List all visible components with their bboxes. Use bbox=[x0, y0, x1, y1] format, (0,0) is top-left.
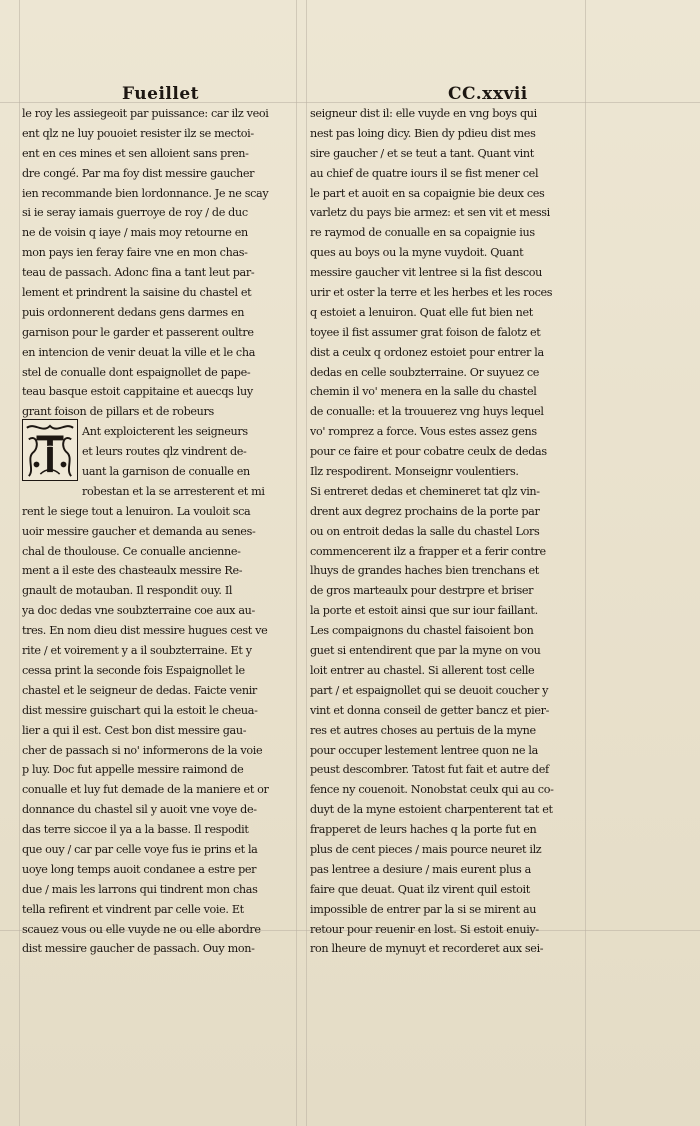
text-line: faire que deuat. Quat ilz virent quil estoit bbox=[310, 882, 530, 896]
text-line: au chief de quatre iours il se fist mener cel bbox=[310, 166, 539, 180]
text-line: mon pays ien feray faire vne en mon chas- bbox=[22, 246, 248, 260]
text-line: uoir messire gaucher et demanda au senes- bbox=[22, 524, 256, 538]
floral-initial-icon bbox=[23, 420, 77, 480]
right-text-column bbox=[310, 104, 586, 959]
text-line: grant foison de pillars et de robeurs bbox=[22, 405, 214, 419]
text-line: teau de passach. Adonc fina a tant leut par- bbox=[22, 266, 255, 280]
text-line: part / et espaignollet qui se deuoit coucher y bbox=[310, 683, 549, 697]
text-line: ron lheure de mynuyt et recorderet aux sei- bbox=[310, 942, 544, 956]
text-line: toyee il fist assumer grat foison de falotz et bbox=[310, 325, 541, 339]
vertical-rule bbox=[306, 0, 307, 1126]
text-line: lement et prindrent la saisine du chastel et bbox=[22, 286, 252, 300]
text-line: cher de passach si no' informerons de la voie bbox=[22, 743, 263, 757]
text-line: Ant exploicterent les seigneurs bbox=[82, 425, 248, 439]
text-line: peust descombrer. Tatost fut fait et autre def bbox=[310, 763, 549, 777]
text-line: p luy. Doc fut appelle messire raimond de bbox=[22, 763, 244, 777]
text-line: q estoiet a lenuiron. Quat elle fut bien net bbox=[310, 305, 533, 319]
text-line: pour ce faire et pour cobatre ceulx de dedas bbox=[310, 445, 547, 459]
text-line: loit entrer au chastel. Si allerent tost celle bbox=[310, 663, 535, 677]
text-line: pour occuper lestement lentree quon ne la bbox=[310, 743, 538, 757]
text-line: dedas en celle soubzterraine. Or suyuez ce bbox=[310, 365, 540, 379]
text-line: impossible de entrer par la si se mirent au bbox=[310, 902, 537, 916]
text-line: teau basque estoit cappitaine et auecqs luy bbox=[22, 385, 253, 399]
text-line: urir et oster la terre et les herbes et les roces bbox=[310, 286, 553, 300]
left-text-column bbox=[22, 104, 294, 959]
text-line: et leurs routes qlz vindrent de- bbox=[82, 445, 247, 459]
text-line: rent le siege tout a lenuiron. La vouloit sca bbox=[22, 504, 251, 518]
text-line: de conualle: et la trouuerez vng huys lequel bbox=[310, 405, 544, 419]
text-line: frapperet de leurs haches q la porte fut en bbox=[310, 823, 537, 837]
text-line: dist messire guischart qui la estoit le cheua- bbox=[22, 703, 258, 717]
text-line: das terre siccoe il ya a la basse. Il respodit bbox=[22, 823, 249, 837]
text-line: ou on entroit dedas la salle du chastel Lors bbox=[310, 524, 540, 538]
text-line: lhuys de grandes haches bien trenchans et bbox=[310, 564, 539, 578]
vertical-rule bbox=[296, 0, 297, 1126]
text-line: le roy les assiegeoit par puissance: car ilz veoi bbox=[22, 107, 269, 120]
text-line: vint et donna conseil de getter bancz et pier- bbox=[310, 703, 550, 717]
text-line: vo' romprez a force. Vous estes assez gens bbox=[310, 425, 537, 439]
text-line: commencerent ilz a frapper et a ferir contre bbox=[310, 544, 546, 558]
text-line: rite / et voirement y a il soubzterraine. Et y bbox=[22, 644, 252, 658]
text-line: Ilz respodirent. Monseignr voulentiers. bbox=[310, 465, 519, 479]
text-line: sire gaucher / et se teut a tant. Quant vint bbox=[310, 146, 534, 160]
text-line: guet si entendirent que par la myne on vou bbox=[310, 644, 541, 658]
text-line: ne de voisin q iaye / mais moy retourne en bbox=[22, 226, 248, 240]
text-line: gnault de motauban. Il respondit ouy. Il bbox=[22, 584, 233, 598]
text-line: si ie seray iamais guerroye de roy / de duc bbox=[22, 206, 248, 220]
text-line: Si entreret dedas et chemineret tat qlz vin- bbox=[310, 484, 540, 498]
text-line: conualle et luy fut demade de la maniere et or bbox=[22, 783, 269, 797]
text-line: le part et auoit en sa copaignie bie deux ces bbox=[310, 186, 545, 200]
text-line: duyt de la myne estoient charpenterent tat et bbox=[310, 803, 553, 817]
text-line: chastel et le seigneur de dedas. Faicte venir bbox=[22, 683, 257, 697]
text-line: uoye long temps auoit condanee a estre per bbox=[22, 862, 257, 876]
vertical-rule bbox=[19, 0, 20, 1126]
text-line: plus de cent pieces / mais pource neuret ilz bbox=[310, 842, 542, 856]
text-line: que ouy / car par celle voye fus ie prins et la bbox=[22, 842, 258, 856]
text-line: cessa print la seconde fois Espaignollet le bbox=[22, 663, 245, 677]
text-line: fence ny couenoit. Nonobstat ceulx qui au co- bbox=[310, 783, 554, 797]
text-line: dist messire gaucher de passach. Ouy mon- bbox=[22, 942, 255, 956]
text-line: re raymod de conualle en sa copaignie ius bbox=[310, 226, 535, 240]
text-line: nest pas loing dicy. Bien dy pdieu dist mes bbox=[310, 126, 536, 140]
text-line: donnance du chastel sil y auoit vne voye de- bbox=[22, 803, 257, 817]
folio-number: CC.xxvii bbox=[448, 84, 528, 104]
text-line: scauez vous ou elle vuyde ne ou elle abordre bbox=[22, 922, 261, 936]
text-line: ent qlz ne luy pouoiet resister ilz se mectoi- bbox=[22, 126, 254, 140]
horizontal-rule bbox=[0, 102, 700, 103]
text-line: tella refirent et vindrent par celle voie. Et bbox=[22, 902, 244, 916]
text-line: dre congé. Par ma foy dist messire gaucher bbox=[22, 166, 255, 180]
text-line: res et autres choses au pertuis de la myne bbox=[310, 723, 536, 737]
text-line: chemin il vo' menera en la salle du chastel bbox=[310, 385, 537, 399]
text-line: robestan et la se arresterent et mi bbox=[82, 484, 265, 498]
text-line: dist a ceulx q ordonez estoiet pour entrer la bbox=[310, 345, 544, 359]
text-line: ya doc dedas vne soubzterraine coe aux au- bbox=[22, 604, 255, 618]
text-line: ment a il este des chasteaulx messire Re- bbox=[22, 564, 243, 578]
text-line: ques au boys ou la myne vuydoit. Quant bbox=[310, 246, 524, 260]
text-line: uant la garnison de conualle en bbox=[82, 465, 250, 479]
text-line: chal de thoulouse. Ce conualle ancienne- bbox=[22, 544, 241, 558]
text-line: lier a qui il est. Cest bon dist messire gau- bbox=[22, 723, 247, 737]
text-line: due / mais les larrons qui tindrent mon chas bbox=[22, 882, 258, 896]
text-line: ent en ces mines et sen alloient sans pren- bbox=[22, 146, 249, 160]
text-line: stel de conualle dont espaignollet de pape- bbox=[22, 365, 251, 379]
text-line: garnison pour le garder et passerent oultre bbox=[22, 325, 254, 339]
decorated-initial-t bbox=[22, 419, 78, 481]
text-line: puis ordonnerent dedans gens darmes en bbox=[22, 305, 245, 319]
text-line: tres. En nom dieu dist messire hugues cest ve bbox=[22, 624, 268, 638]
text-line: messire gaucher vit lentree si la fist descou bbox=[310, 266, 543, 280]
running-head-left: Fueillet bbox=[122, 84, 199, 104]
text-line: varletz du pays bie armez: et sen vit et messi bbox=[310, 206, 550, 220]
text-line: ien recommande bien lordonnance. Je ne scay bbox=[22, 186, 269, 200]
text-line: la porte et estoit ainsi que sur iour faillant. bbox=[310, 604, 538, 618]
text-line: de gros marteaulx pour destrpre et briser bbox=[310, 584, 534, 598]
text-line: Les compaignons du chastel faisoient bon bbox=[310, 624, 534, 638]
text-line: seigneur dist il: elle vuyde en vng boys qui bbox=[310, 107, 537, 120]
text-line: en intencion de venir deuat la ville et le cha bbox=[22, 345, 256, 359]
text-line: drent aux degrez prochains de la porte par bbox=[310, 504, 540, 518]
text-line: retour pour reuenir en lost. Si estoit enuiy- bbox=[310, 922, 539, 936]
text-line: pas lentree a desiure / mais eurent plus a bbox=[310, 862, 531, 876]
